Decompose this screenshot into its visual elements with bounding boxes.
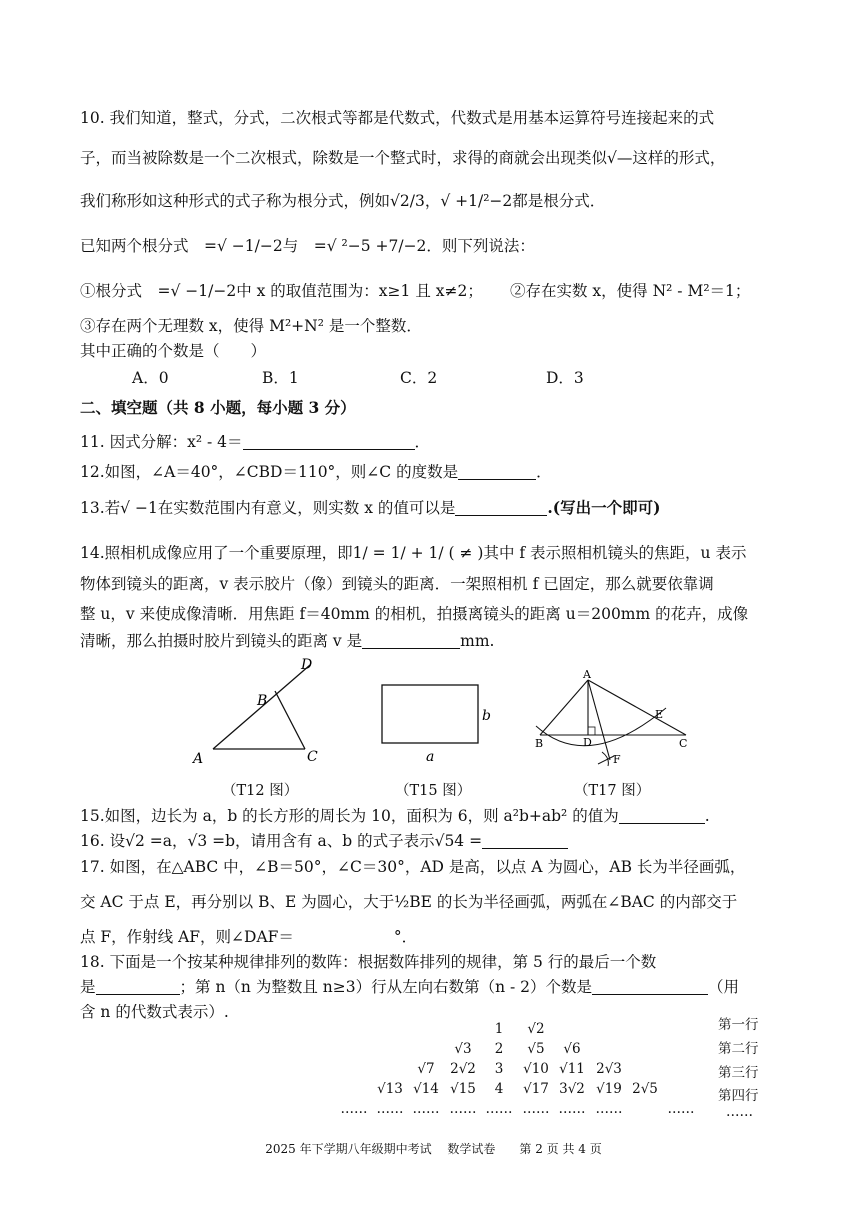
t15-caption: （T15 图）: [395, 783, 472, 799]
q18-line3: 含 n 的代数式表示）.: [80, 1003, 229, 1021]
array-cell: 2√5: [632, 1081, 658, 1097]
array-cell: 3: [494, 1061, 504, 1077]
q15-end: .: [704, 807, 710, 825]
array-cell: 3√2: [559, 1081, 585, 1097]
q14-line3: 整 u，v 来使成像清晰．用焦距 f＝40mm 的相机，拍摄离镜头的距离 u＝200mm 的花卉，成像: [80, 605, 749, 623]
q10-statement-1: ①根分式 =√ −1/−2中 x 的取值范围为：x≥1 且 x≠2；: [80, 282, 483, 300]
q17-line3-text: 点 F，作射线 AF，则∠DAF＝: [80, 928, 294, 946]
q15: [80, 806, 792, 826]
array-cell: 2: [494, 1041, 504, 1057]
q11-answer-blank[interactable]: [243, 433, 415, 450]
t17-caption: （T17 图）: [574, 783, 651, 799]
q16: [80, 831, 792, 851]
figure-t17: [528, 668, 698, 778]
q10-option-a[interactable]: A．0: [132, 369, 169, 387]
q18-line2: [80, 977, 792, 997]
array-row-label: ……: [726, 1104, 753, 1120]
t17-label-e: E: [655, 708, 664, 721]
q10-line1: 10. 我们知道，整式，分式，二次根式等都是代数式，代数式是用基本运算符号连接起来的式: [80, 109, 715, 127]
q11-text: 11. 因式分解：x² - 4＝: [80, 433, 243, 451]
page-footer: 2025 年下学期八年级期中考试 数学试卷 第 2 页 共 4 页: [265, 1142, 602, 1156]
q11: [80, 432, 792, 452]
array-cell: 1: [494, 1021, 504, 1037]
array-cell: √19: [596, 1081, 622, 1097]
q10-prompt: 其中正确的个数是（ ）: [80, 342, 267, 360]
q10-line2: 子，而当被除数是一个二次根式，除数是一个整式时，求得的商就会出现类似√—这样的形式，: [80, 149, 726, 167]
t17-label-c: C: [679, 737, 688, 750]
t17-label-b: B: [535, 737, 544, 750]
array-dots: ……: [485, 1101, 513, 1117]
q13-answer-blank[interactable]: [455, 499, 547, 516]
q10-line4: 已知两个根分式 =√ −1/−2与 =√ ²−5 +7/−2．则下列说法：: [80, 237, 535, 255]
t12-label-c: C: [307, 749, 318, 765]
q18-answer-blank-2[interactable]: [592, 978, 708, 995]
array-cell: √14: [413, 1081, 439, 1097]
figure-t12: [185, 655, 330, 770]
q18-answer-blank-1[interactable]: [96, 978, 180, 995]
q14-answer-blank[interactable]: [362, 632, 460, 649]
array-cell: √3: [454, 1041, 472, 1057]
array-cell: √7: [417, 1061, 435, 1077]
q14-line4: [80, 631, 792, 651]
q17-end: °．: [393, 928, 418, 946]
q13-text: 13.若√ −1在实数范围内有意义，则实数 x 的值可以是: [80, 499, 456, 517]
q17-line3: [80, 927, 792, 947]
q10-option-b[interactable]: B．1: [262, 369, 299, 387]
array-cell: 4: [494, 1081, 504, 1097]
array-dots: ……: [340, 1101, 368, 1117]
q14-unit: mm.: [460, 632, 495, 650]
array-cell: √6: [563, 1041, 581, 1057]
array-row-label: 第一行: [718, 1017, 759, 1033]
array-dots: ……: [376, 1101, 404, 1117]
q13: [80, 498, 792, 518]
q14-line4-text: 清晰，那么拍摄时胶片到镜头的距离 v 是: [80, 632, 363, 650]
q15-answer-blank[interactable]: [619, 807, 705, 824]
array-cell: √17: [523, 1081, 549, 1097]
q12-text: 12.如图，∠A＝40°，∠CBD＝110°，则∠C 的度数是: [80, 463, 459, 481]
array-dots: ……: [667, 1101, 695, 1117]
array-row-label: 第三行: [718, 1065, 759, 1081]
t12-label-b: B: [257, 693, 268, 709]
t17-label-f: F: [613, 753, 621, 766]
array-dots: ……: [595, 1101, 623, 1117]
t15-label-a: a: [426, 749, 435, 765]
section-heading: 二、填空题（共 8 小题，每小题 3 分）: [80, 398, 356, 417]
q18-line2-end: （用: [708, 978, 740, 996]
t12-caption: （T12 图）: [222, 783, 299, 799]
t17-label-d: D: [583, 736, 592, 749]
t12-label-d: D: [301, 657, 313, 673]
array-cell: √5: [527, 1041, 545, 1057]
array-cell: √2: [527, 1021, 545, 1037]
q10-option-d[interactable]: D．3: [546, 369, 584, 387]
q17-answer-blank[interactable]: [294, 929, 394, 945]
array-cell: √10: [523, 1061, 549, 1077]
array-cell: √15: [450, 1081, 476, 1097]
array-dots: ……: [449, 1101, 477, 1117]
q16-answer-blank[interactable]: [482, 832, 568, 849]
q12: [80, 462, 792, 482]
array-row-label: 第四行: [718, 1088, 759, 1104]
q16-text: 16. 设√2 =a，√3 =b，请用含有 a、b 的式子表示√54 =: [80, 832, 483, 850]
q18-line2-start: 是: [80, 978, 96, 996]
array-dots: ……: [412, 1101, 440, 1117]
array-cell: 2√3: [596, 1061, 622, 1077]
q15-text: 15.如图，边长为 a，b 的长方形的周长为 10，面积为 6，则 a²b+ab² 的值为: [80, 807, 619, 825]
q10-statement-3: ③存在两个无理数 x，使得 M²+N² 是一个整数．: [80, 317, 422, 335]
q13-end: .(写出一个即可): [547, 498, 661, 517]
array-cell: √13: [377, 1081, 403, 1097]
t17-label-a: A: [583, 668, 591, 681]
q10-option-c[interactable]: C．2: [400, 369, 438, 387]
q14-line1: 14.照相机成像应用了一个重要原理，即1/ = 1/ + 1/ ( ≠ )其中 f 表示照相机镜头的焦距，u 表示: [80, 544, 747, 562]
q18-line2-mid: ；第 n（n 为整数且 n≥3）行从左向右数第（n - 2）个数是: [179, 978, 593, 996]
t15-label-b: b: [482, 708, 491, 724]
array-cell: 2√2: [450, 1061, 476, 1077]
figure-t15: [375, 680, 500, 765]
q12-answer-blank[interactable]: [458, 463, 536, 480]
array-dots: ……: [522, 1101, 550, 1117]
q17-line1: 17. 如图，在△ABC 中，∠B＝50°，∠C＝30°，AD 是高，以点 A 为圆心，AB 长为半径画弧，: [80, 858, 746, 876]
array-cell: √11: [559, 1061, 585, 1077]
q11-end: ．: [414, 433, 431, 451]
q14-line2: 物体到镜头的距离，v 表示胶片（像）到镜头的距离．一架照相机 f 已固定，那么就要依靠调: [80, 575, 714, 593]
q12-end: ．: [536, 463, 552, 481]
q10-line3: 我们称形如这种形式的式子称为根分式，例如√2/3，√ +1/²−2都是根分式．: [80, 192, 606, 210]
t12-label-a: A: [193, 751, 204, 767]
array-dots: ……: [558, 1101, 586, 1117]
array-row-label: 第二行: [718, 1041, 759, 1057]
q10-statement-2: ②存在实数 x，使得 N² - M²＝1；: [510, 282, 751, 300]
q18-line1: 18. 下面是一个按某种规律排列的数阵：根据数阵排列的规律，第 5 行的最后一个数: [80, 953, 657, 971]
q17-line2: 交 AC 于点 E，再分别以 B、E 为圆心，大于½BE 的长为半径画弧，两弧在∠BAC 的内部交于: [80, 893, 738, 911]
